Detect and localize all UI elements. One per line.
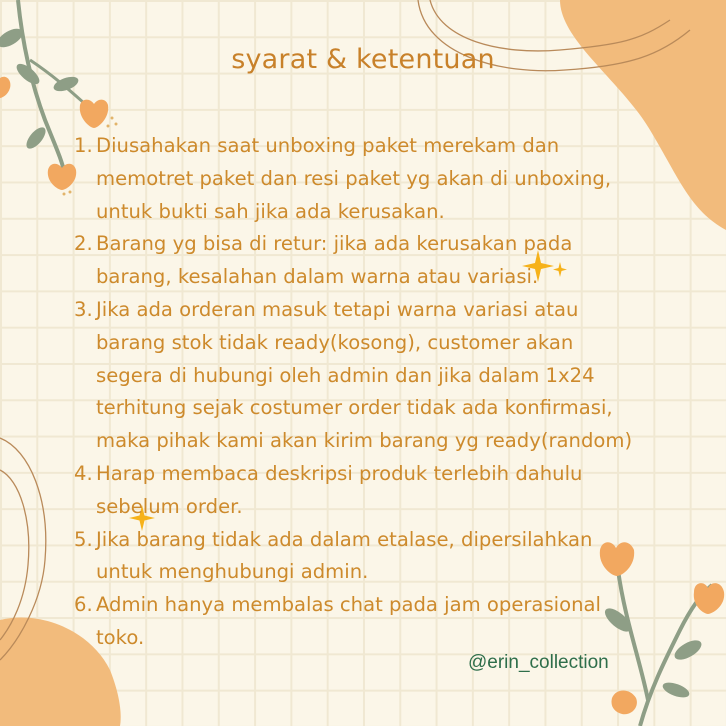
list-item <box>74 228 694 294</box>
list-item <box>74 589 694 655</box>
item-number: 1. <box>74 134 93 157</box>
item-text: Admin hanya membalas chat pada jam operasional toko. <box>96 593 601 649</box>
item-number: 6. <box>74 593 93 617</box>
item-text: Barang yg bisa di retur: jika ada kerusakan pada barang, kesalahan dalam warna atau variasi. <box>96 232 573 289</box>
list-item <box>74 524 694 590</box>
list-item <box>74 458 694 524</box>
item-text: Jika ada orderan masuk tetapi warna variasi atau barang stok tidak ready(kosong), customer akan segera di hubungi oleh admin dan jika dalam 1x24 terhitung sejak costumer order tidak ada konfirmasi, maka pihak kami akan kirim barang yg ready(random) <box>96 297 633 453</box>
item-number: 2. <box>74 232 93 256</box>
list-item <box>74 294 694 458</box>
item-number: 5. <box>74 527 93 551</box>
page-title: syarat & ketentuan <box>231 44 495 75</box>
terms-list <box>74 130 694 655</box>
item-text: Harap membaca deskripsi produk terlebih dahulu sebelum order. <box>96 461 583 518</box>
item-number: 4. <box>74 461 93 485</box>
list-item <box>74 130 694 228</box>
social-handle: @erin_collection <box>468 652 609 673</box>
item-text: Jika barang tidak ada dalam etalase, dipersilahkan untuk menghubungi admin. <box>96 527 593 584</box>
item-text: Diusahakan saat unboxing paket merekam dan memotret paket dan resi paket yg akan di unboxing, untuk bukti sah jika ada kerusakan. <box>96 134 612 223</box>
item-number: 3. <box>74 297 93 321</box>
